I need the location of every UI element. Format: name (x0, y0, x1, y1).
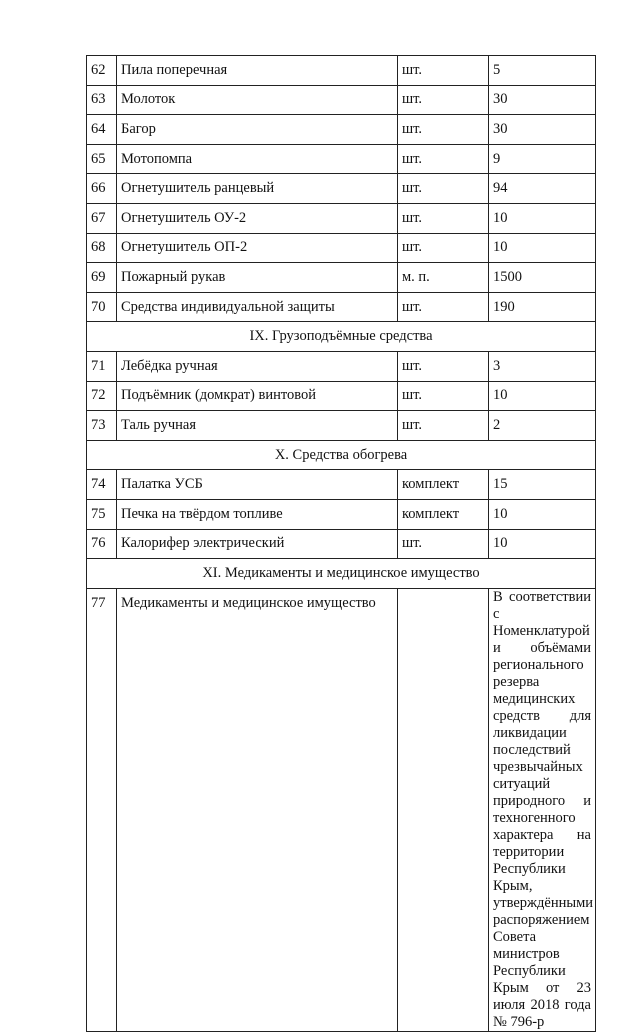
item-name: Пожарный рукав (117, 263, 398, 293)
row-number: 71 (87, 351, 117, 381)
table-row (87, 85, 596, 115)
row-number: 77 (87, 588, 117, 1031)
item-unit: шт. (398, 115, 489, 145)
section-title: IX. Грузоподъёмные средства (87, 322, 596, 352)
table-row (87, 174, 596, 204)
item-name: Печка на твёрдом топливе (117, 499, 398, 529)
item-name: Огнетушитель ОУ-2 (117, 203, 398, 233)
table-row (87, 588, 596, 1031)
item-quantity: 15 (489, 470, 596, 500)
row-number: 69 (87, 263, 117, 293)
item-name: Подъёмник (домкрат) винтовой (117, 381, 398, 411)
row-number: 68 (87, 233, 117, 263)
item-quantity: 10 (489, 529, 596, 559)
row-number: 67 (87, 203, 117, 233)
row-number: 75 (87, 499, 117, 529)
row-number: 64 (87, 115, 117, 145)
row-number: 73 (87, 411, 117, 441)
item-quantity: 10 (489, 499, 596, 529)
item-name: Лебёдка ручная (117, 351, 398, 381)
item-unit: шт. (398, 411, 489, 441)
row-number: 65 (87, 144, 117, 174)
section-header-row (87, 559, 596, 589)
table-row (87, 56, 596, 86)
item-name: Молоток (117, 85, 398, 115)
item-quantity-note: В соответствии с Номенклатурой и объёмами регионального резерва медицинских средств для ликвидации последствий чрезвычайных ситуаций природного и техногенного характера на территории Республики Крым, утверждёнными распоряжением Совета министров Республики Крым от 23 июля 2018 года № 796-р (489, 588, 596, 1031)
item-name: Средства индивидуальной защиты (117, 292, 398, 322)
item-unit: шт. (398, 351, 489, 381)
table-row (87, 411, 596, 441)
table-row (87, 381, 596, 411)
item-unit: шт. (398, 529, 489, 559)
item-unit: шт. (398, 292, 489, 322)
item-unit (398, 588, 489, 1031)
item-unit: шт. (398, 381, 489, 411)
item-name: Палатка УСБ (117, 470, 398, 500)
item-unit: шт. (398, 203, 489, 233)
table-row (87, 470, 596, 500)
resource-table (86, 55, 596, 1032)
item-quantity: 94 (489, 174, 596, 204)
item-name: Калорифер электрический (117, 529, 398, 559)
item-unit: шт. (398, 233, 489, 263)
table-row (87, 292, 596, 322)
item-unit: м. п. (398, 263, 489, 293)
section-header-row (87, 440, 596, 470)
item-name: Пила поперечная (117, 56, 398, 86)
row-number: 76 (87, 529, 117, 559)
item-quantity: 30 (489, 85, 596, 115)
row-number: 62 (87, 56, 117, 86)
item-unit: комплект (398, 470, 489, 500)
section-title: XI. Медикаменты и медицинское имущество (87, 559, 596, 589)
item-quantity: 9 (489, 144, 596, 174)
table-row (87, 144, 596, 174)
section-header-row (87, 322, 596, 352)
item-unit: шт. (398, 144, 489, 174)
table-row (87, 529, 596, 559)
table-row (87, 233, 596, 263)
item-quantity: 1500 (489, 263, 596, 293)
table-row (87, 263, 596, 293)
row-number: 72 (87, 381, 117, 411)
item-name: Медикаменты и медицинское имущество (117, 588, 398, 1031)
row-number: 63 (87, 85, 117, 115)
item-quantity: 5 (489, 56, 596, 86)
item-unit: шт. (398, 174, 489, 204)
item-unit: комплект (398, 499, 489, 529)
item-quantity: 190 (489, 292, 596, 322)
item-name: Багор (117, 115, 398, 145)
item-unit: шт. (398, 85, 489, 115)
table-row (87, 351, 596, 381)
row-number: 66 (87, 174, 117, 204)
item-quantity: 3 (489, 351, 596, 381)
item-name: Мотопомпа (117, 144, 398, 174)
row-number: 70 (87, 292, 117, 322)
table-row (87, 499, 596, 529)
section-title: X. Средства обогрева (87, 440, 596, 470)
item-quantity: 30 (489, 115, 596, 145)
row-number: 74 (87, 470, 117, 500)
item-quantity: 2 (489, 411, 596, 441)
item-name: Огнетушитель ОП-2 (117, 233, 398, 263)
item-name: Огнетушитель ранцевый (117, 174, 398, 204)
table-row (87, 115, 596, 145)
item-quantity: 10 (489, 203, 596, 233)
table-row (87, 203, 596, 233)
item-quantity: 10 (489, 381, 596, 411)
item-unit: шт. (398, 56, 489, 86)
item-name: Таль ручная (117, 411, 398, 441)
item-quantity: 10 (489, 233, 596, 263)
